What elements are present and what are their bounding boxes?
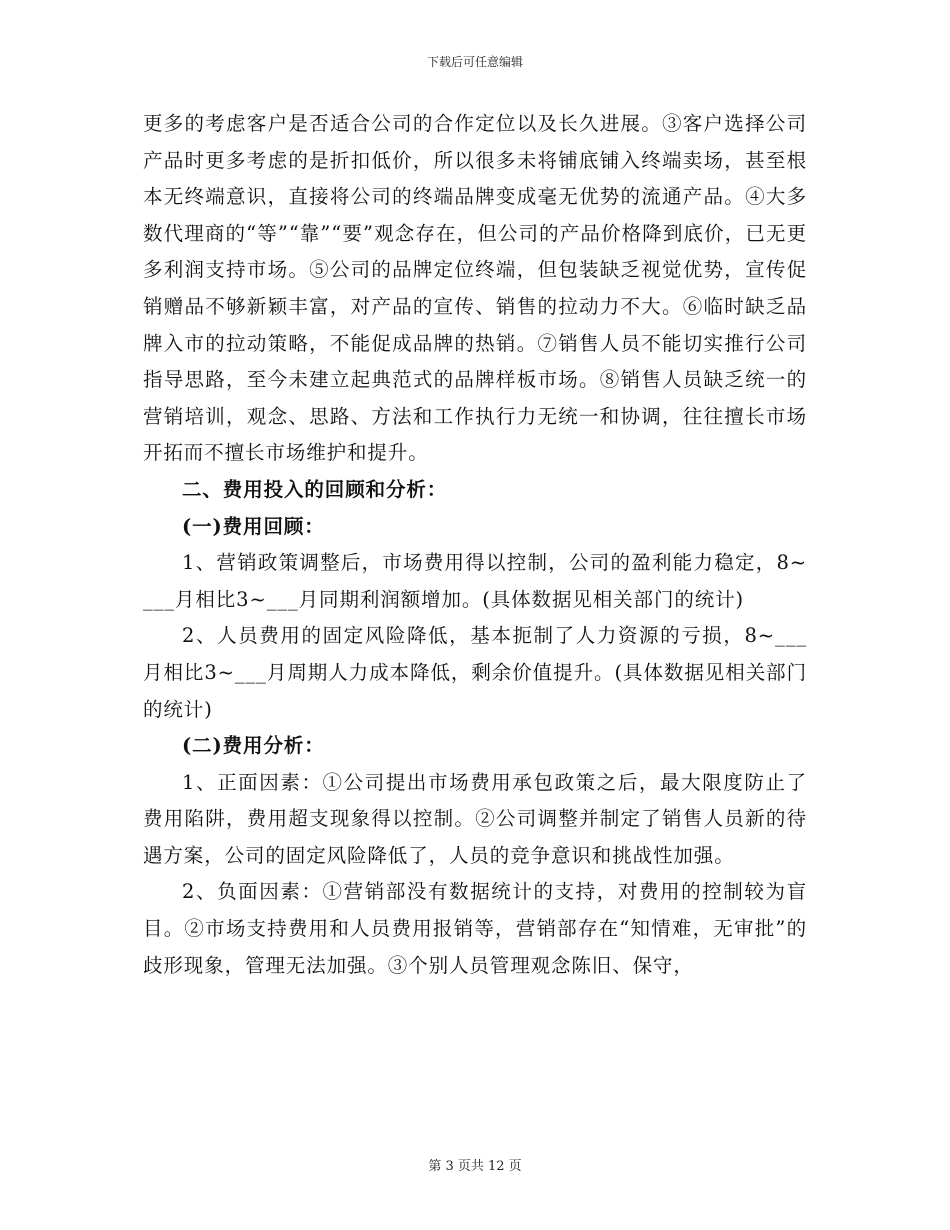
document-body [143,106,807,984]
page-number: 第 3 页共 12 页 [428,1159,522,1174]
body-paragraph: 更多的考虑客户是否适合公司的合作定位以及长久进展。③客户选择公司产品时更多考虑的是折扣低价，所以很多未将铺底铺入终端卖场，甚至根本无终端意识，直接将公司的终端品牌变成毫无优势的流通产品。④大多数代理商的“等”“靠”“要”观念存在，但公司的产品价格降到底价，已无更多利润支持市场。⑤公司的品牌定位终端，但包装缺乏视觉优势，宣传促销赠品不够新颖丰富，对产品的宣传、销售的拉动力不大。⑥临时缺乏品牌入市的拉动策略，不能促成品牌的热销。⑦销售人员不能切实推行公司指导思路，至今未建立起典范式的品牌样板市场。⑧销售人员缺乏统一的营销培训，观念、思路、方法和工作执行力无统一和协调，往往擅长市场开拓而不擅长市场维护和提升。 [143,112,807,465]
body-paragraph: 1、营销政策调整后，市场费用得以控制，公司的盈利能力稳定，8~___月相比3~___月同期利润额增加。(具体数据见相关部门的统计) [143,551,807,611]
subsection-heading: (一)费用回顾： [182,514,325,538]
body-paragraph: 2、负面因素：①营销部没有数据统计的支持，对费用的控制较为盲目。②市场支持费用和人员费用报销等，营销部存在“知情难，无审批”的歧形现象，管理无法加强。③个别人员管理观念陈旧、保守， [143,880,807,977]
page-header: 下载后可任意编辑 [426,55,523,69]
body-paragraph: 1、正面因素：①公司提出市场费用承包政策之后，最大限度防止了费用陷阱，费用超支现象得以控制。②公司调整并制定了销售人员新的待遇方案，公司的固定风险降低了，人员的竞争意识和挑战性加强。 [143,770,807,867]
body-paragraph: 2、人员费用的固定风险降低，基本扼制了人力资源的亏损，8~___月相比3~___月周期人力成本降低，剩余价值提升。(具体数据见相关部门的统计) [143,624,807,721]
subsection-heading: (二)费用分析： [182,734,325,758]
section-heading: 二、费用投入的回顾和分析： [182,477,448,501]
